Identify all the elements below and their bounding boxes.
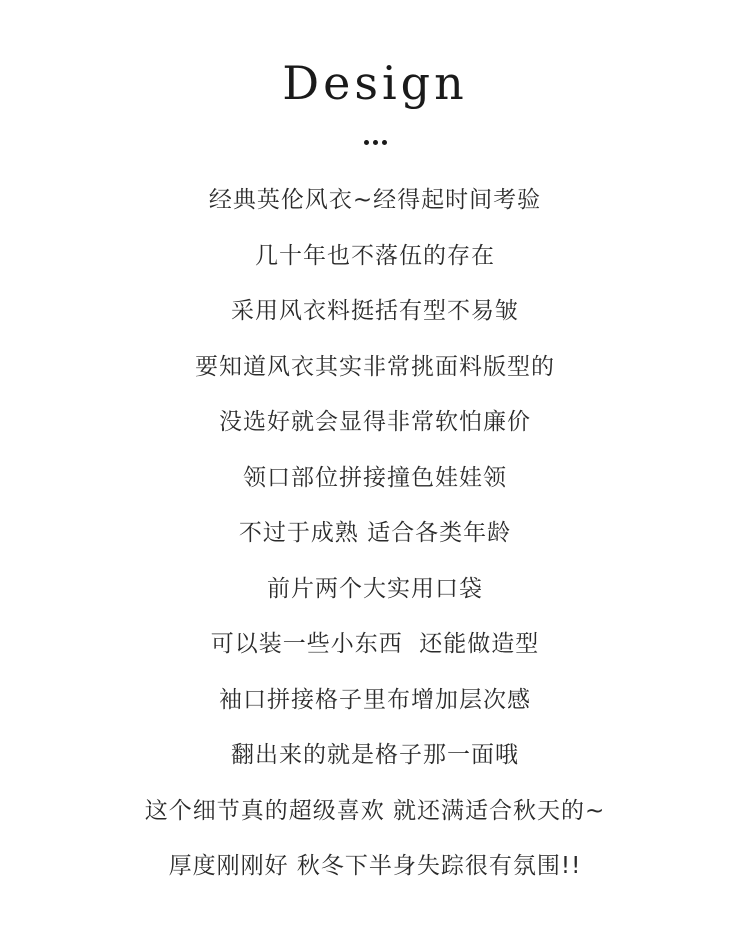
- description-lines: [0, 180, 750, 902]
- description-line: 前片两个大实用口袋: [267, 575, 483, 602]
- description-line: 不过于成熟 适合各类年龄: [238, 520, 512, 546]
- description-line: 几十年也不落伍的存在: [255, 242, 495, 269]
- dot-icon: [382, 140, 387, 145]
- dot-icon: [373, 140, 378, 145]
- description-line: 翻出来的就是格子那一面哦: [231, 742, 519, 768]
- description-line: 这个细节真的超级喜欢 就还满适合秋天的~: [144, 797, 606, 824]
- description-line: 没选好就会显得非常软怕廉价: [219, 409, 531, 435]
- ellipsis-divider: [0, 140, 750, 145]
- description-line: 袖口拼接格子里布增加层次感: [219, 686, 531, 713]
- dot-icon: [364, 140, 369, 145]
- page-title: Design: [282, 56, 468, 110]
- description-line: 厚度刚刚好 秋冬下半身失踪很有氛围!!: [168, 853, 582, 879]
- description-line: 经典英伦风衣~经得起时间考验: [208, 187, 542, 213]
- description-line: 要知道风衣其实非常挑面料版型的: [195, 353, 555, 380]
- description-line: 可以装一些小东西 还能做造型: [210, 631, 540, 657]
- description-line: 采用风衣料挺括有型不易皱: [231, 298, 519, 324]
- description-line: 领口部位拼接撞色娃娃领: [243, 464, 507, 491]
